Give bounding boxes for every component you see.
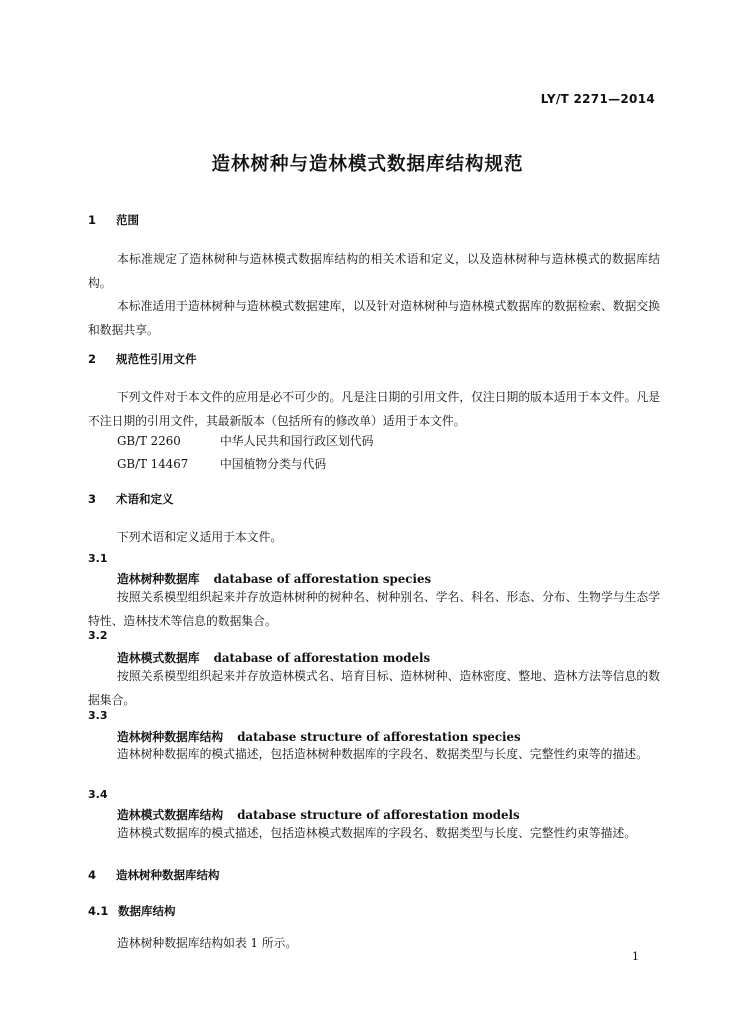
section4-text: 造林树种数据库结构如表 1 所示。 bbox=[117, 936, 298, 950]
term-definition-3-3: 造林树种数据库的模式描述，包括造林树种数据库的字段名、数据类型与长度、完整性约束等的描述。 bbox=[117, 747, 648, 761]
term-chinese: 造林树种数据库结构 bbox=[117, 730, 224, 744]
section-number: 2 bbox=[88, 352, 97, 366]
term-chinese: 造林树种数据库 bbox=[117, 572, 200, 586]
section-heading-4 bbox=[88, 867, 220, 883]
section-heading-3 bbox=[88, 491, 174, 507]
scope-paragraph-2: 本标准适用于造林树种与造林模式数据建库，以及针对造林树种与造林模式数据库的数据检索、数据交换和数据共享。 bbox=[88, 299, 660, 337]
term-definition-3-2: 按照关系模型组织起来并存放造林模式名、培育目标、造林树种、造林密度、整地、造林方法等信息的数据集合。 bbox=[88, 669, 660, 707]
subsection-number: 4.1 bbox=[88, 904, 109, 918]
section-heading-1 bbox=[88, 212, 139, 228]
section-heading-2 bbox=[88, 351, 197, 367]
reference-item-1 bbox=[117, 432, 373, 449]
section-title: 范围 bbox=[116, 213, 139, 227]
term-definition-3-4: 造林模式数据库的模式描述，包括造林模式数据库的字段名、数据类型与长度、完整性约束等描述。 bbox=[117, 826, 637, 840]
term-number-3-1: 3.1 bbox=[88, 552, 108, 565]
reference-code: GB/T 14467 bbox=[117, 457, 189, 471]
term-english: database structure of afforestation models bbox=[237, 808, 520, 822]
section-title: 术语和定义 bbox=[116, 492, 174, 506]
reference-name: 中华人民共和国行政区划代码 bbox=[220, 434, 374, 448]
term-3-1 bbox=[117, 570, 431, 587]
term-english: database of afforestation species bbox=[213, 572, 432, 586]
term-number-3-4: 3.4 bbox=[88, 788, 108, 801]
term-number-3-3: 3.3 bbox=[88, 709, 108, 722]
document-title: 造林树种与造林模式数据库结构规范 bbox=[211, 154, 524, 175]
references-intro-text: 下列文件对于本文件的应用是必不可少的。凡是注日期的引用文件，仅注日期的版本适用于本文件。凡是不注日期的引用文件，其最新版本（包括所有的修改单）适用于本文件。 bbox=[88, 390, 660, 428]
subsection-title: 数据库结构 bbox=[118, 904, 176, 918]
term-3-4 bbox=[117, 806, 520, 823]
term-english: database of afforestation models bbox=[213, 651, 431, 665]
terms-intro: 下列术语和定义适用于本文件。 bbox=[117, 530, 283, 544]
section-number: 4 bbox=[88, 868, 97, 882]
term-chinese: 造林模式数据库 bbox=[117, 651, 200, 665]
references-intro bbox=[88, 386, 660, 433]
scope-paragraph-1: 本标准规定了造林树种与造林模式数据库结构的相关术语和定义，以及造林树种与造林模式的数据库结构。 bbox=[88, 252, 660, 290]
reference-code: GB/T 2260 bbox=[117, 434, 181, 448]
scope-paragraphs bbox=[88, 248, 660, 342]
standard-code: LY/T 2271—2014 bbox=[540, 92, 655, 106]
reference-name: 中国植物分类与代码 bbox=[220, 457, 327, 471]
term-3-2 bbox=[117, 649, 430, 666]
page-number: 1 bbox=[632, 950, 639, 963]
subsection-heading-4-1 bbox=[88, 903, 176, 919]
section-title: 规范性引用文件 bbox=[116, 352, 197, 366]
term-definition-3-1: 按照关系模型组织起来并存放造林树种的树种名、树种别名、学名、科名、形态、分布、生物学与生态学特性、造林技术等信息的数据集合。 bbox=[88, 590, 660, 628]
term-chinese: 造林模式数据库结构 bbox=[117, 808, 224, 822]
section-number: 3 bbox=[88, 492, 97, 506]
section-title: 造林树种数据库结构 bbox=[116, 868, 220, 882]
reference-item-2 bbox=[117, 455, 326, 472]
term-english: database structure of afforestation species bbox=[237, 730, 521, 744]
section-number: 1 bbox=[88, 213, 97, 227]
term-number-3-2: 3.2 bbox=[88, 629, 108, 642]
